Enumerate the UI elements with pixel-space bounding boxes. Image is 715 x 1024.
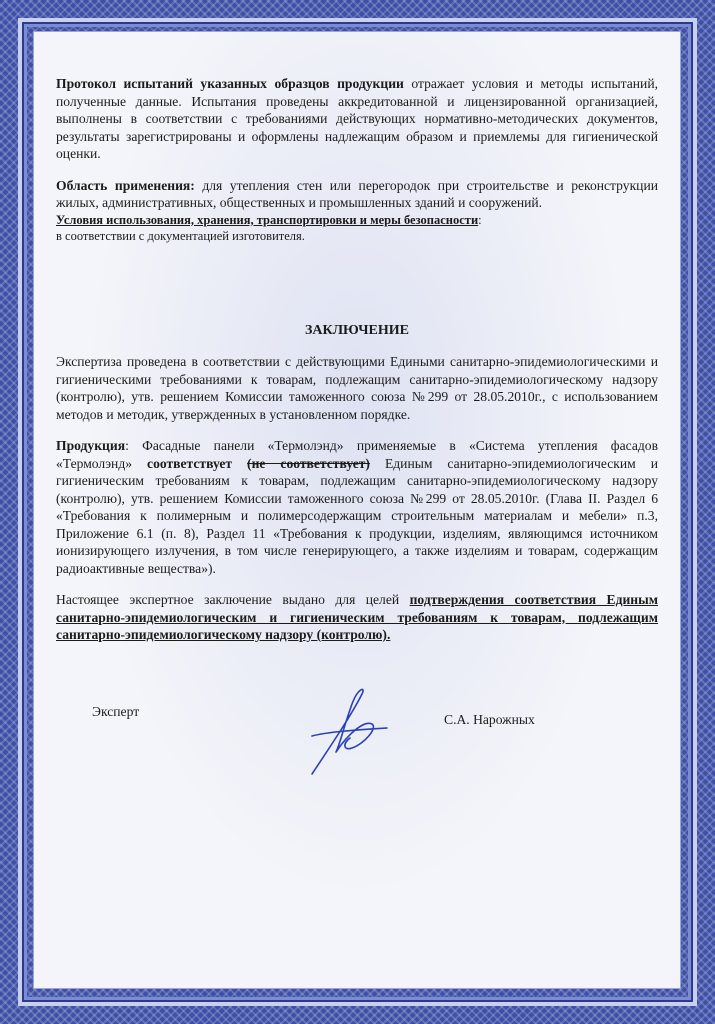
expertise-paragraph: Экспертиза проведена в соответствии с действующими Едиными санитарно-эпидемиологическими и гигиеническими требованиями к товарам, подлежащим санитарно-эпидемиологическому надзору (контролю), утв. решением Комиссии таможенного союза №299 от 28.05.2010г., с использованием методов и методик, утвержденных в установленном порядке.	[56, 354, 658, 422]
handwritten-signature-icon	[292, 674, 402, 784]
protocol-paragraph	[56, 75, 658, 163]
document-body	[56, 75, 658, 644]
scope-label: Область применения:	[56, 177, 195, 193]
expert-name: С.А. Нарожных	[444, 712, 535, 727]
conditions-label: Условия использования, хранения, транспортировки и меры безопасности	[56, 212, 479, 227]
protocol-text: отражает условия и методы испытаний, полученные данные. Испытания проведены аккредитованной и лицензированной организацией, выполнены в соответствии с требованиями действующих нормативно-методических документов, результаты зарегистрированы и оформлены надлежащим образом и приемлемы для гигиенической оценки.	[56, 76, 658, 161]
expert-role: Эксперт	[92, 704, 140, 719]
scope-paragraph	[56, 177, 658, 212]
signature-block	[92, 704, 612, 794]
protocol-lead: Протокол испытаний указанных образцов продукции	[56, 76, 404, 91]
final-paragraph	[56, 591, 658, 644]
scope-text: для утепления стен или перегородок при строительстве и реконструкции жилых, административных, общественных и промышленных зданий и сооружений.	[56, 177, 658, 210]
product-paragraph	[56, 437, 658, 577]
final-text: Настоящее экспертное заключение выдано для целей	[56, 592, 400, 607]
complies-mark: соответствует	[147, 455, 233, 471]
conditions-text: в соответствии с документацией изготовителя.	[56, 228, 305, 243]
product-colon: :	[125, 438, 129, 453]
product-label: Продукция	[56, 438, 126, 453]
product-text-1: Фасадные панели «Термолэнд» применяемые в «Система утепления фасадов «Термолэнд»	[56, 438, 659, 471]
final-purpose: подтверждения соответствия Единым санитарно-эпидемиологическим и гигиеническим требованиям к товарам, подлежащим санитарно-эпидемиологическому надзору (контролю).	[56, 592, 658, 642]
conditions-colon: :	[478, 212, 482, 227]
conditions-paragraph	[56, 212, 658, 244]
conclusion-heading: ЗАКЛЮЧЕНИЕ	[304, 322, 410, 338]
not-complies-mark: (не соответствует)	[247, 455, 370, 471]
product-text-2: Единым санитарно-эпидемиологическим и гигиеническим требованиям к товарам, подлежащим санитарно-эпидемиологическому надзору (контролю), утв. решением Комиссии таможенного союза №299 от 28.05.2010г. (Глава II. Раздел 6 «Требования к полимерным и полимерсодержащим строительным материалам и мебели» п.3, Приложение 6.1 (п. 8), Раздел 11 «Требования к продукции, изделиям, являющимся источником ионизирующего излучения, в том числе генерирующего, а также изделиям и товарам, содержащим радиоактивные вещества»).	[56, 455, 658, 576]
